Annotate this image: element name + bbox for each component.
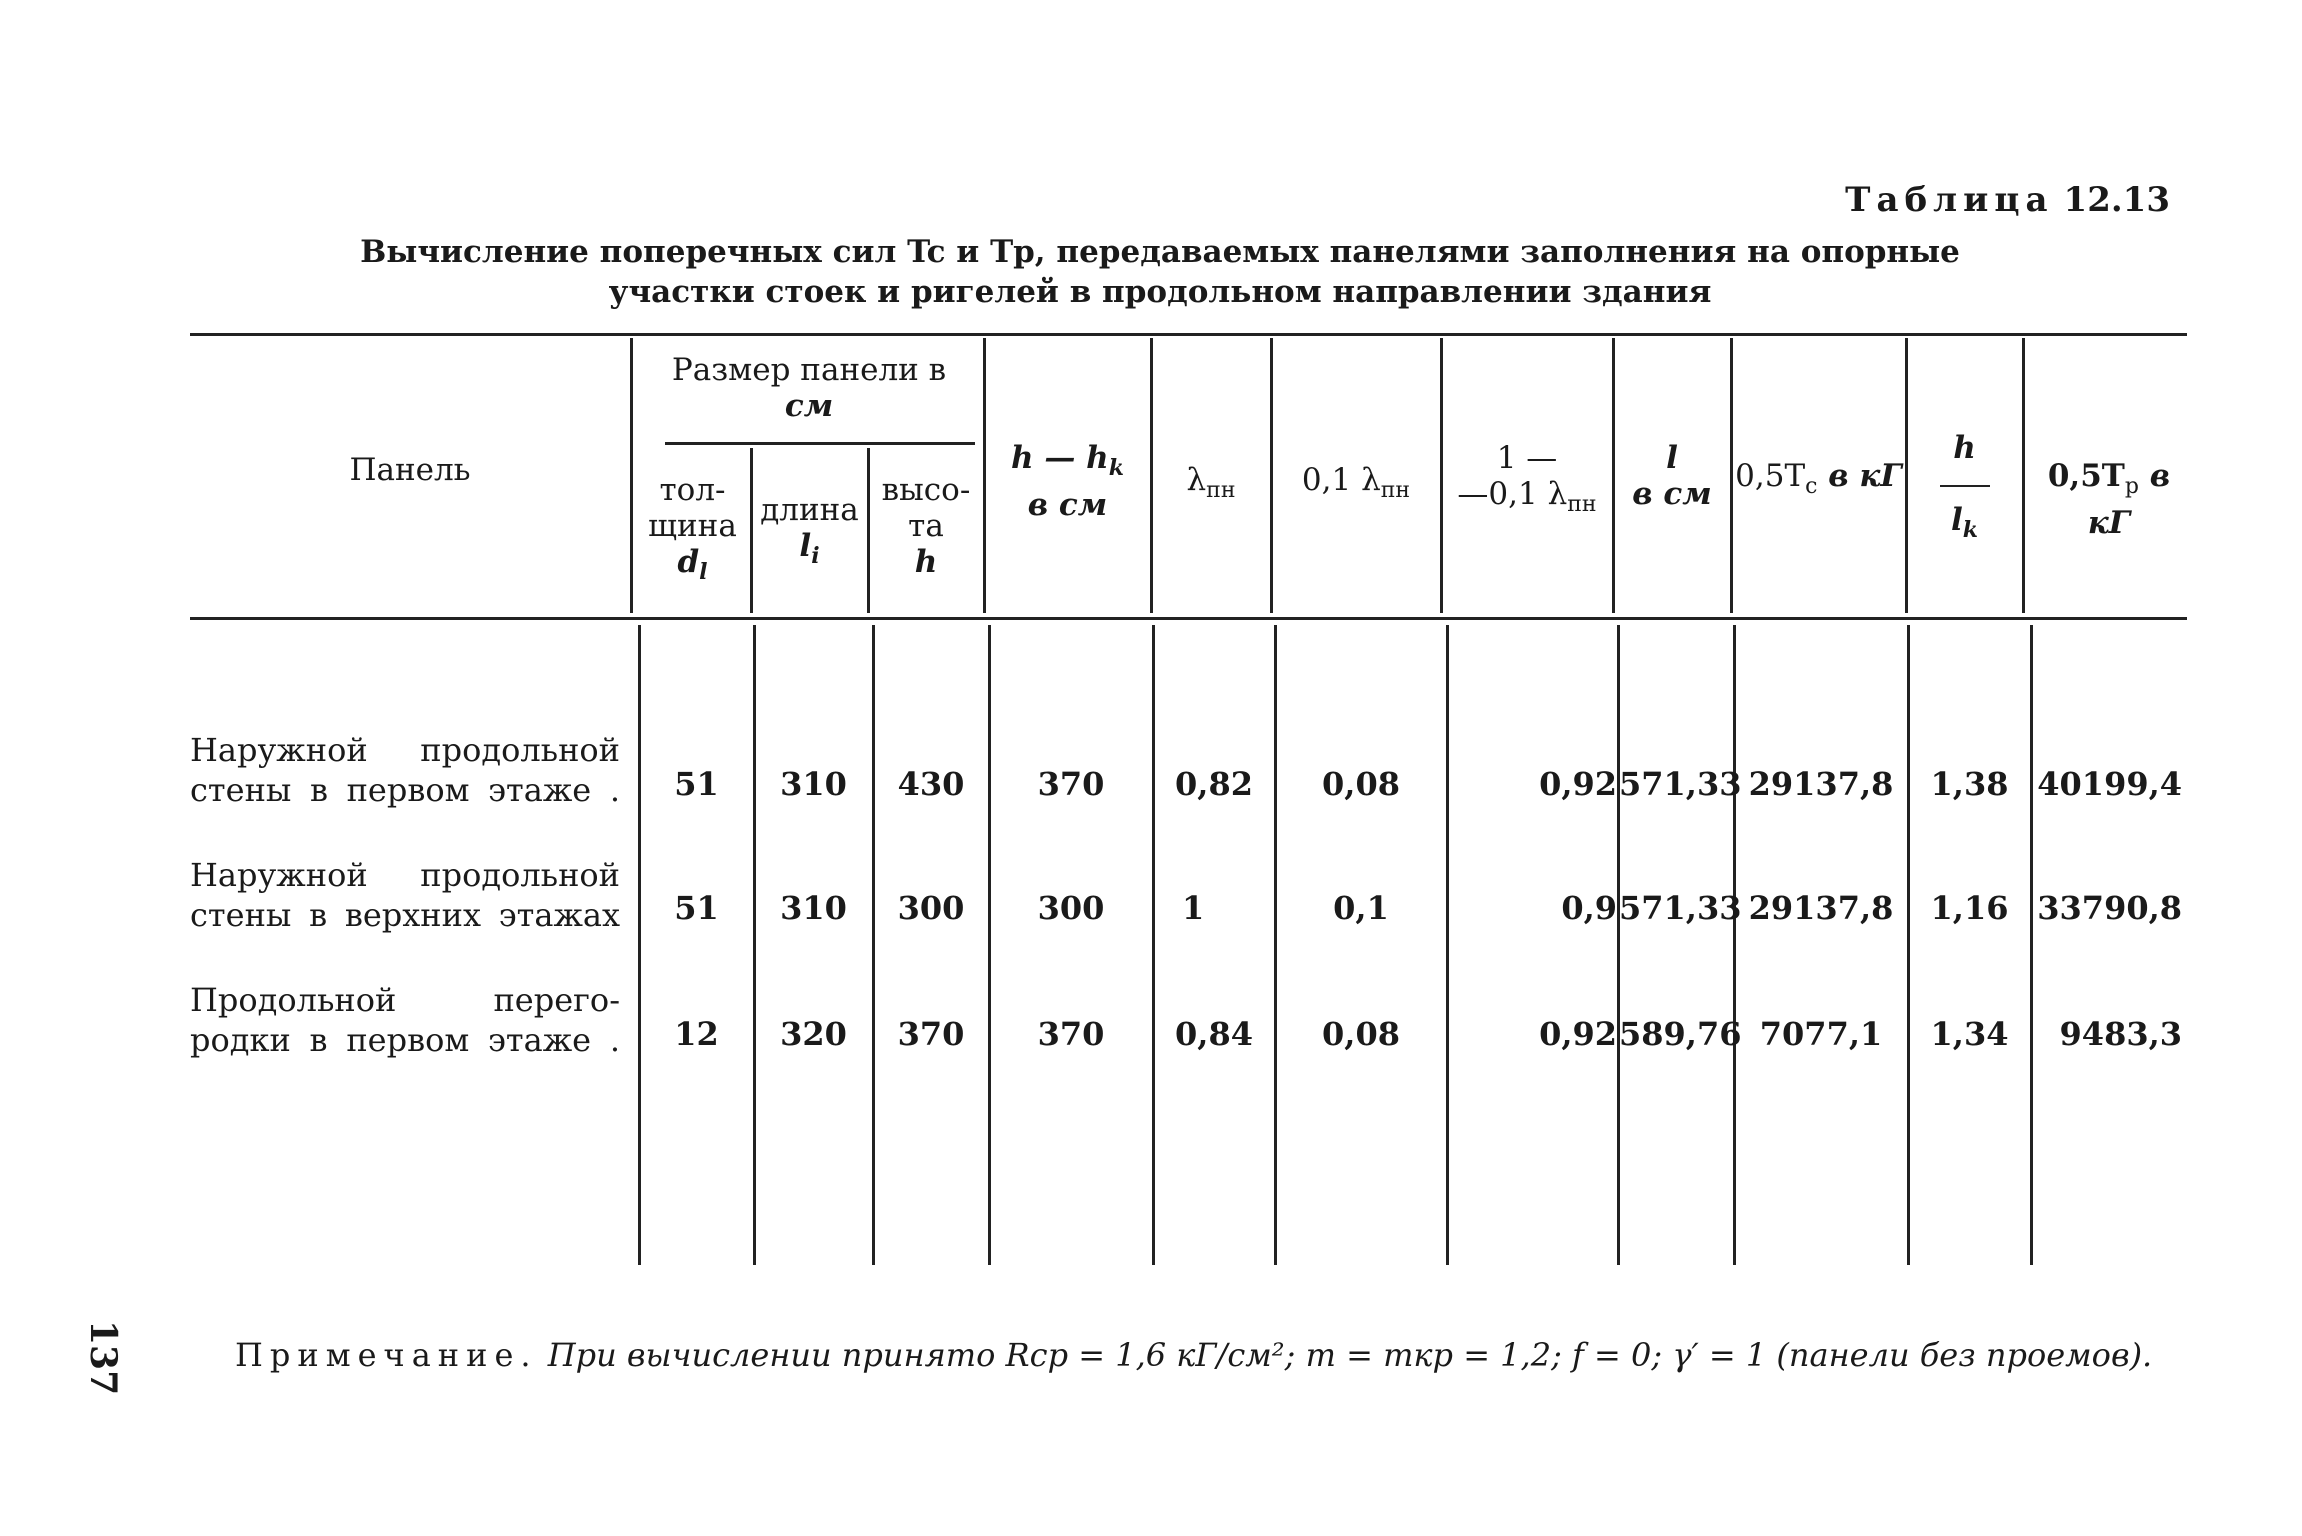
header-size-group-line-1: Размер панели в [671,352,947,388]
cell-h-over-lk: 1,16 [1930,889,2009,927]
header-length-line-1: длина [760,492,859,528]
header-tc-unit: в кГ [1817,458,1902,494]
row-label [190,980,620,1060]
header-zero-one-lambda-sub: пн [1380,478,1411,504]
row-label [190,855,620,935]
cell-h-minus-hk: 370 [1037,765,1105,803]
cell-l-cm: 571,33 [1619,765,1742,803]
cell-thickness: 12 [674,1015,719,1053]
cell-one-minus: 0,9 [1561,889,1617,927]
col-divider [638,625,641,1265]
header-height [869,472,983,580]
header-length [752,492,867,575]
cell-one-minus: 0,92 [1539,765,1617,803]
cell-one-minus: 0,92 [1539,1015,1617,1053]
header-h-minus-hk-sub: k [1108,455,1124,482]
col-divider [630,338,633,613]
cell-length: 310 [780,889,847,927]
row-label-line-2: родки в первом этаже . [190,1021,620,1059]
cell-lambda: 1 [1182,889,1205,927]
col-divider [1152,625,1155,1265]
header-thickness-line-1: тол- [659,472,726,508]
header-one-minus-line-2: —0,1 λ [1457,476,1568,512]
col-divider [1617,625,1620,1265]
header-height-line-1: высо- [881,472,971,508]
header-zero-one-lambda-expr: 0,1 λ [1301,462,1381,498]
cell-height: 300 [897,889,965,927]
cell-tp: 40199,4 [2037,765,2182,803]
header-one-minus [1442,440,1612,523]
header-tc [1732,458,1905,505]
caption-line-2: участки стоек и ригелей в продольном направлении здания [608,274,1712,310]
cell-lambda: 0,82 [1175,765,1253,803]
header-thickness-line-2: щина [648,508,737,544]
header-one-minus-line-1: 1 — [1496,440,1558,476]
header-h-over-lk-sub: k [1962,517,1979,544]
header-thickness-sub: l [699,559,708,586]
cell-l-cm: 589,76 [1619,1015,1742,1053]
cell-lambda: 0,84 [1175,1015,1253,1053]
col-divider [1446,625,1449,1265]
cell-tc: 29137,8 [1748,889,1894,927]
cell-tc: 29137,8 [1748,765,1894,803]
header-lambda-symbol: λ [1186,462,1207,498]
header-size-group-line-2: см [784,388,834,424]
cell-height: 370 [897,1015,965,1053]
header-tc-sub: с [1805,474,1818,500]
header-height-line-2: та [908,508,944,544]
header-size-group [635,352,983,424]
col-divider [988,625,991,1265]
header-length-sub: i [811,543,820,570]
header-tp-expr: 0,5T [2047,458,2125,494]
cell-l-cm: 571,33 [1619,889,1742,927]
table-number [1845,180,2170,220]
header-thickness-symbol: d [677,544,700,580]
caption-line-1: Вычисление поперечных сил Tc и Tp, передаваемых панелями заполнения на опорные [360,234,1960,270]
cell-zero-one-lambda: 0,08 [1322,1015,1400,1053]
page-number: 137 [82,1320,124,1396]
header-tp-unit: в кГ [2087,458,2171,542]
cell-tp: 33790,8 [2037,889,2182,927]
row-label-line-1: Наружной продольной [190,856,620,894]
header-h-over-lk-denominator: l [1950,502,1963,538]
row-label-line-2: стены в верхних этажах [190,896,620,934]
header-panel: Панель [349,452,471,488]
header-l [1614,440,1730,512]
cell-h-over-lk: 1,34 [1930,1015,2009,1053]
cell-zero-one-lambda: 0,08 [1322,765,1400,803]
header-h-over-lk-numerator: h [1953,430,1976,466]
fraction-bar [1940,485,1990,487]
table-header-rule [190,617,2187,620]
header-zero-one-lambda [1272,462,1440,509]
header-height-symbol: h [914,544,938,580]
table-top-rule [190,333,2187,336]
header-thickness [635,472,750,591]
cell-thickness: 51 [674,889,719,927]
header-l-unit: в см [1632,476,1712,512]
row-label [190,730,620,810]
header-lambda-sub: пн [1206,478,1236,504]
header-tp [2024,458,2194,541]
row-label-line-2: стены в первом этаже . [190,771,620,809]
row-label-line-1: Наружной продольной [190,731,620,769]
footnote-text: При вычислении принято Rср = 1,6 кГ/см²; m = mкр = 1,2; f = 0; γ′ = 1 (панели без проемов). [537,1336,2153,1374]
table-number-value: 12.13 [2063,180,2170,220]
col-divider [872,625,875,1265]
header-l-symbol: l [1666,440,1678,476]
table-footnote [235,1335,2152,1375]
size-group-rule [665,442,975,445]
col-divider [2030,625,2033,1265]
row-label-line-1: Продольной перего- [190,981,620,1019]
header-tc-expr: 0,5T [1735,458,1806,494]
header-h-minus-hk-expr: h — h [1011,440,1109,476]
cell-height: 430 [897,765,965,803]
header-h-over-lk [1907,430,2022,549]
header-length-symbol: l [799,528,812,564]
header-h-minus-hk [985,440,1150,523]
header-one-minus-sub: пн [1567,492,1597,518]
cell-tp: 9483,3 [2059,1015,2182,1053]
col-divider [1274,625,1277,1265]
col-divider [753,625,756,1265]
cell-zero-one-lambda: 0,1 [1333,889,1389,927]
header-lambda [1152,462,1270,509]
cell-h-minus-hk: 300 [1037,889,1105,927]
col-divider [1907,625,1910,1265]
cell-thickness: 51 [674,765,719,803]
table-caption [300,232,2180,312]
cell-tc: 7077,1 [1759,1015,1883,1053]
cell-length: 320 [780,1015,847,1053]
header-h-minus-hk-unit: в см [1027,487,1108,524]
col-divider [1733,625,1736,1265]
header-tp-sub: р [2124,474,2139,500]
table-label: Таблица [1845,180,2054,220]
footnote-lead: Примечание. [235,1336,538,1374]
cell-h-over-lk: 1,38 [1930,765,2009,803]
cell-h-minus-hk: 370 [1037,1015,1105,1053]
cell-length: 310 [780,765,847,803]
